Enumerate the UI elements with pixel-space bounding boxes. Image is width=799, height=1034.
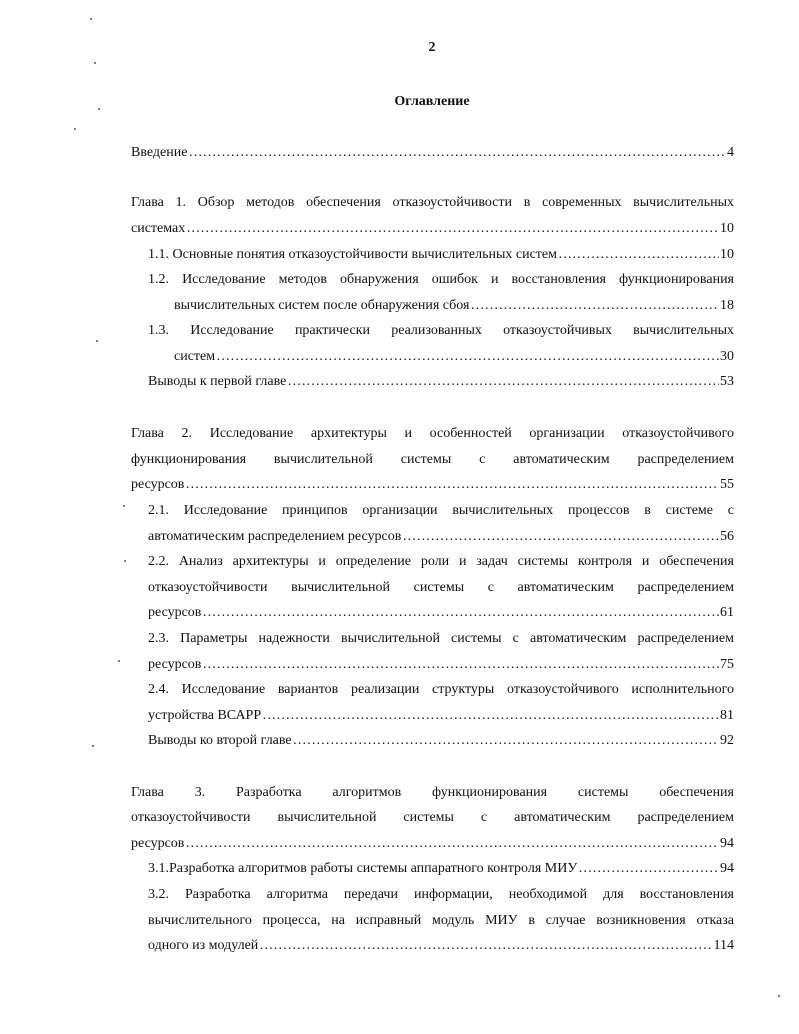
toc-entry-text: одного из модулей: [148, 938, 259, 953]
toc-page-number: 56: [720, 529, 734, 544]
toc-section-3-1[interactable]: [148, 859, 734, 879]
toc-section-2-3-line2[interactable]: [148, 655, 734, 675]
toc-page-number: 75: [720, 657, 734, 672]
scan-speck: [123, 505, 125, 507]
toc-title: Оглавление: [394, 94, 470, 109]
scan-speck: [92, 745, 94, 747]
leader-dots: [402, 527, 719, 547]
toc-section-2-2-line1[interactable]: 2.2. Анализ архитектуры и определение роли и задач системы контроля и обеспечения: [148, 554, 734, 569]
toc-section-1-3-line1[interactable]: 1.3. Исследование практически реализованных отказоустойчивых вычислительных: [148, 323, 734, 338]
toc-section-2-1-line2[interactable]: [148, 527, 734, 547]
toc-chapter-3-line3[interactable]: [131, 834, 734, 854]
leader-dots: [578, 859, 719, 879]
toc-page-number: 55: [720, 477, 734, 492]
leader-dots: [558, 245, 719, 265]
toc-entry-text: 3.1.Разработка алгоритмов работы системы аппаратного контроля МИУ: [148, 861, 578, 876]
toc-entry-text: ресурсов: [131, 477, 185, 492]
toc-page-number: 10: [720, 221, 734, 236]
toc-page-number: 81: [720, 708, 734, 723]
toc-entry-text: систем: [174, 349, 216, 364]
leader-dots: [216, 347, 719, 367]
leader-dots: [262, 706, 719, 726]
toc-page-number: 53: [720, 374, 734, 389]
leader-dots: [188, 143, 726, 163]
toc-page-number: 10: [720, 247, 734, 262]
leader-dots: [185, 834, 719, 854]
toc-page-number: 4: [727, 145, 734, 160]
toc-entry-text: устройства ВСАРР: [148, 708, 262, 723]
leader-dots: [185, 475, 719, 495]
leader-dots: [259, 936, 712, 956]
toc-section-2-1-line1[interactable]: 2.1. Исследование принципов организации вычислительных процессов в системе с: [148, 503, 734, 518]
toc-entry-text: ресурсов: [148, 657, 202, 672]
scan-speck: [778, 995, 780, 997]
toc-section-3-2-line3[interactable]: [148, 936, 734, 956]
toc-section-3-2-line2[interactable]: вычислительного процесса, на исправный модуль МИУ в случае возникновения отказа: [148, 913, 734, 928]
scan-speck: [74, 128, 76, 130]
toc-entry-text: системах: [131, 221, 186, 236]
toc-chapter-3-line2[interactable]: отказоустойчивости вычислительной системы с автоматическим распределением: [131, 810, 734, 825]
leader-dots: [186, 219, 719, 239]
toc-page-number: 94: [720, 861, 734, 876]
scan-speck: [90, 18, 92, 20]
toc-entry-intro[interactable]: [131, 143, 734, 163]
toc-section-2-4-line2[interactable]: [148, 706, 734, 726]
toc-page-number: 92: [720, 733, 734, 748]
toc-chapter-3-line1[interactable]: Глава 3. Разработка алгоритмов функционирования системы обеспечения: [131, 785, 734, 800]
toc-conclusion-1[interactable]: [148, 372, 734, 392]
scan-speck: [124, 560, 126, 562]
toc-chapter-2-line3[interactable]: [131, 475, 734, 495]
toc-entry-text: Выводы к первой главе: [148, 374, 287, 389]
toc-section-1-2-line2[interactable]: [174, 296, 734, 316]
leader-dots: [293, 731, 719, 751]
toc-section-2-4-line1[interactable]: 2.4. Исследование вариантов реализации структуры отказоустойчивого исполнительного: [148, 682, 734, 697]
scan-speck: [94, 62, 96, 64]
scan-speck: [98, 108, 100, 110]
toc-page-number: 61: [720, 605, 734, 620]
scan-speck: [96, 340, 98, 342]
toc-entry-text: ресурсов: [131, 836, 185, 851]
toc-chapter-2-line1[interactable]: Глава 2. Исследование архитектуры и особенностей организации отказоустойчивого: [131, 426, 734, 441]
toc-entry-text: 1.1. Основные понятия отказоустойчивости вычислительных систем: [148, 247, 557, 262]
toc-chapter-1-line1[interactable]: Глава 1. Обзор методов обеспечения отказоустойчивости в современных вычислительных: [131, 195, 734, 210]
leader-dots: [470, 296, 719, 316]
scan-speck: [118, 660, 120, 662]
leader-dots: [202, 603, 719, 623]
toc-page-number: 94: [720, 836, 734, 851]
toc-page-number: 114: [713, 938, 734, 953]
toc-chapter-2-line2[interactable]: функционирования вычислительной системы с автоматическим распределением: [131, 452, 734, 467]
toc-entry-text: автоматическим распределением ресурсов: [148, 529, 402, 544]
toc-section-1-2-line1[interactable]: 1.2. Исследование методов обнаружения ошибок и восстановления функционирования: [148, 272, 734, 287]
toc-section-2-2-line3[interactable]: [148, 603, 734, 623]
toc-section-3-2-line1[interactable]: 3.2. Разработка алгоритма передачи информации, необходимой для восстановления: [148, 887, 734, 902]
toc-entry-text: вычислительных систем после обнаружения сбоя: [174, 298, 470, 313]
toc-section-1-1[interactable]: [148, 245, 734, 265]
toc-entry-text: Выводы ко второй главе: [148, 733, 292, 748]
toc-page-number: 18: [720, 298, 734, 313]
leader-dots: [202, 655, 719, 675]
toc-section-1-3-line2[interactable]: [174, 347, 734, 367]
toc-entry-text: ресурсов: [148, 605, 202, 620]
toc-conclusion-2[interactable]: [148, 731, 734, 751]
leader-dots: [287, 372, 719, 392]
toc-section-2-2-line2[interactable]: отказоустойчивости вычислительной системы с автоматическим распределением: [148, 580, 734, 595]
page-number: 2: [428, 40, 436, 55]
toc-section-2-3-line1[interactable]: 2.3. Параметры надежности вычислительной системы с автоматическим распределением: [148, 631, 734, 646]
toc-entry-text: Введение: [131, 145, 188, 160]
toc-chapter-1-line2[interactable]: [131, 219, 734, 239]
toc-page-number: 30: [720, 349, 734, 364]
